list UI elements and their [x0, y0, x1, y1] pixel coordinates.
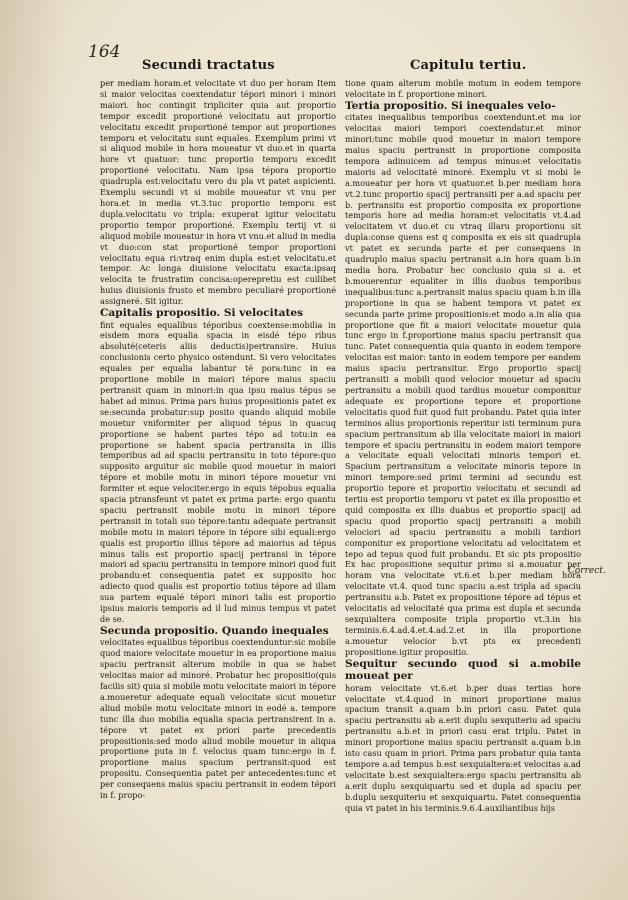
- paragraph: per mediam horam.et velocitate vt duo per horam Item si maior velocitas coextendatur tépori minori i minori maiori. hoc contingit tripliciter quia aut proportio tempor excedit proportioné velocitatu aut proportio velocitatu excedit proportioné tempor aut proportiones temporu et velocitatu sunt equales. Exemplum primi vt si aliquod mobile in hora moueatur vt duo.et in quarta hore vt quatuor: tunc proportio temporu excedit proportioné velocitatu. Nam ipsa tépora proportio quadrupla est:velocitatu vero du pla vt patet aspicienti. Exemplu secundi vt si mobile moueatur vt vnu per hora.et in media vt.3.tuc proportio temporu est dupla.velocitatu vo tripla: exuperat igitur velocitatu proportio tempor proportioné. Exemplu tertij vt si aliquod mobile moueatur in hora vt vnu.et aliud in media vt duo:con stat proportioné tempor proportioni velocitatu equa ri:vtraq enim dupla est:et velocitatu.et tempor. Ac longa diuisione velocitatu exacta:ipsaq velocita te frustratim concisa:operepretiu est cuilibet huius diuisionis frusto et membro peculiaré proportioné assigneré. Sit igitur.: [100, 78, 336, 307]
- paragraph: tione quam alterum mobile motum in eodem tempore velocitate in f. proportione minori.: [345, 78, 581, 99]
- proposition-heading: Sequitur secundo quod si a.mobile moueat per: [345, 657, 581, 683]
- right-column: [345, 78, 581, 814]
- paragraph: velocitates equalibus téporibus coextenduntur:sic mobile quod maiore velocitate mouetur in ea proportione maius spaciu pertransit alterum mobile in qua se habet velocitas maior ad minoré. Probatur hec propositio(quis facilis sit) quia si mobile motu velocitate maiori in tépore a.moueretur adequate equali velocitate sicut mouetur aliud mobile motu velocitate minori in eodé a. tempore tunc illa duo mobilia equalia spacia pertransirent in a. tépore vt patet ex priori parte precedentis propositionis:sed modo aliud mobile mouetur in aliqua proportione puta in f. velocius quam tunc:ergo in f. proportione maius spacium pertransit:quod est propositu. Consequentia patet per antecedentes:tunc et per consequens maius spaciu pertransit in eodem tépori in f. propo-: [100, 637, 336, 801]
- running-header-right: Capitulu tertiu.: [410, 58, 527, 73]
- proposition-heading: Capitalis propositio. Si velocitates: [100, 307, 304, 320]
- paragraph: citates inequalibus temporibus coextendunt.et ma ior velocitas maiori tempori coextendatur.et minor minori:tunc mobile quod mouetur in maiori tempore maius spaciu pertransit in proportione composita tempora adinuicem ad tempus minus:et velocitatis maioris ad velocitaté minoré. Exemplu vt si mobi le a.moueatur per hora vt quatuor.et b.per mediam hora vt.2.tunc proportio spacij pertransiti per a.ad spaciu per b. pertransitu est proportio composita ex proportione temporis hore ad media horam:et velocitatis vt.4.ad velocitatem vt duo.et cu vtraq illaru proportionu sit dupla:conse quens est q composita ex eis sit quadrupla vt patet ex secunda parte et per consequens in quadruplo maius spaciu pertransit a.in hora quam b.in media hora. Probatur hec conclusio quia si a. et b.mouerentur equaliter in illis duobus temporibus inequalibus:tunc a.pertransit maius spaciu quam b.in illa proportione in qua se habent tempora vt patet ex secunda parte prime propositionis:et modo a.in alia qua proportione que fit a maiori velocitate mouetur quia tunc ergo in f.proportione maius spaciu pertransit qua tunc. Patet consequentia quia quanto in eodem tempore velocitas est maior: tanto in eodem tempore per eandem maius spaciu pertransitur. Ergo proportio spacij pertransiti a mobili quod velocior mouetur ad spaciu pertransitu a mobili quod tardius mouetur componitur adequate ex proportione tepore et proportione velocitatis quod fuit quod fuit probandu. Patet quia inter terminos alius proportionis reperitur isti terminum pura spacium pertransitum ab illa velocitate maiori in maiori tempore et spaciu pertransitu in eodem maiori tempore a velocitate equali velocitati minoris tempori et. Spacium pertransitum a velocitate minoris tepore in minori tempore:sed primi termini ad secundu est proportio tepore et proportio velocitatu et secundi ad tertiu est proportio temporu vt patet ex illa propositio et quid composita ex illis duabus et proportio spacij ad spaciu quod proportio spacij pertransiti a mobili velociori ad spaciu pertransitu a mobili tardiori componitur ex proportione velocitatu ad velocitatem et tepo ad tepus quod fuit probandu. Et sic pts propositio Ex hac propositione sequitur primo si a.mouatur per horam vna velocitate vt.6.et b.per mediam hora velocitate vt.4. quod tunc spaciu a.est tripla ad spaciu pertransitu a.b. Patet ex propositione tépore ad tépus et velocitatis ad velocitaté qua prima est dupla et secunda sexquialtera composite tripla proportio vt.3.in his terminis.6.4.ad.4.et.4.ad.2.et in illa proportione a.mouetur velocior b.vt pts ex precedenti propositione.igitur propositio.: [345, 112, 581, 657]
- marginal-note: Correct.: [568, 566, 606, 576]
- paragraph: horam velocitate vt.6.et b.per duas tertias hore velocitate vt.4.quod in minori proportione maius spacium transit a.quam b.in priori casu. Patet quia spaciu pertransitu ab a.erit duplu sexquiteriu ad spaciu pertransitu a.b.et in priori casu erat triplu. Patet in minori proportione maius spaciu pertransit a.quam b.in isto casu quam in priori. Prima pars probatur quia tanta tempore a.ad tempus b.est sexquialtera:et velocitas a.ad velocitate b.est sexquialtera:ergo spaciu pertransitu ab a.erit duplu sexquiquartu sed et dupla ad spaciu per b.duplu sexquiteriu et sexquiquartu. Patet consequentia quia vt patet in his terminis.9.6.4.auxiliantibus hijs: [345, 682, 581, 813]
- folio-number: 164: [88, 42, 121, 62]
- proposition-heading: Secunda propositio. Quando inequales: [100, 624, 329, 637]
- edge-stain: [0, 0, 60, 900]
- running-header-left: Secundi tractatus: [142, 58, 275, 73]
- left-column: [100, 78, 336, 801]
- paragraph: fint equales equalibus téporibus coextense:mobilia in eisdem mora equalia spacia in eisdé tépo ribus absoluté(ceteris aliis deductis)pertransire. Huius conclusionis certo physico ostendunt. Si vero velocitates equales per equalia labantur té pora:tunc in ea proportione mobile in maiori tépore maius spaciu pertransit quam in minori:in qua ipsu maius tépus se habet ad minus. Prima pars huius propositionis patet ex se:secunda probatur:sup posito quando aliquid mobile mouetur vniformiter per aliquod tépus in quacuq proportione se habent partes tépo ad totu:in ea proportione se habent spacia pertransita in illis temporibus ad ad spaciu pertransitu in toto tépore:quo supposito arguitur sic mobile quod mouetur in maiori tépore et mobile motu in minori tépore mouetur vni formiter et eque velociter.ergo in equis tépobus equalia spacia ptransfeunt vt patet ex prima parte: ergo quantu spaciu pertransit mobile motu in minori tépore pertransit in totali suo tépore:tantu adequate pertransit mobile motu in maiori tépore in tépore sibi equali:ergo qualis est proportio illius tépore ad maiorius ad tépus minus talis est proportio spacij pertransi in tépore maiori ad spaciu pertransitu in tempore minori quod fuit probandu:et consequentia patet ex supposito hoc adiecto quod qualis est proportio totius tépore ad illam sua partem equalé tépori minori talis est proportio ipsius maioris temporis ad il lud minus tempus vt patet de se.: [100, 319, 336, 624]
- proposition-heading: Tertia propositio. Si inequales velo-: [345, 99, 556, 112]
